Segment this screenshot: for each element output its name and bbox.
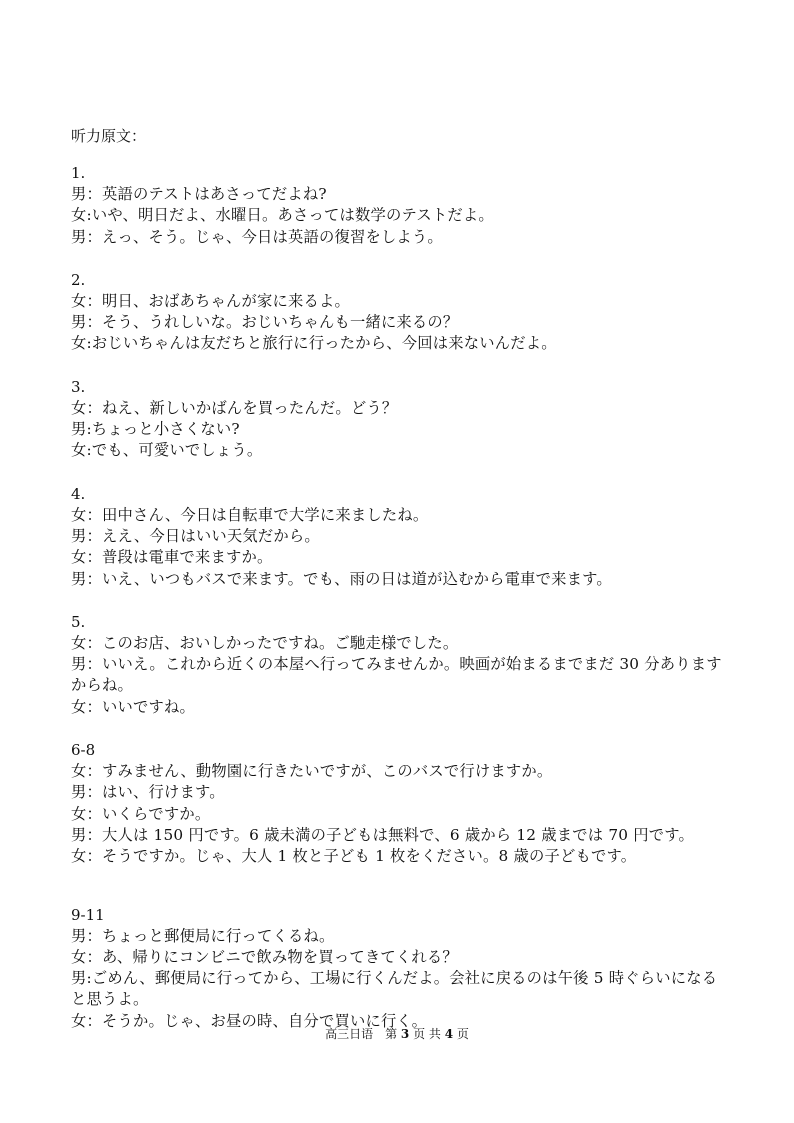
transcript-section-4 (71, 484, 731, 590)
footer-prefix: 高三日语 第 (325, 1027, 401, 1041)
section-number: 3. (71, 377, 86, 396)
dialogue-line: 男：ちょっと郵便局に行ってくるね。 (71, 926, 335, 945)
dialogue-line: 女：そうですか。じゃ、大人 1 枚と子ども 1 枚をください。8 歳の子どもです。 (71, 847, 637, 866)
section-number: 2. (71, 270, 86, 289)
dialogue-line: 女：いくらですか。 (71, 804, 211, 823)
section-number: 6-8 (71, 741, 96, 760)
dialogue-line: 男：えっ、そう。じゃ、今日は英語の復習をしよう。 (71, 227, 443, 246)
dialogue-line: 男：大人は 150 円です。6 歳未満の子どもは無料で、6 歳から 12 歳までは 70 円です。 (71, 825, 695, 844)
dialogue-line: 女:いや、明日だよ、水曜日。あさっては数学のテストだよ。 (71, 206, 494, 225)
page-footer (0, 1026, 794, 1042)
dialogue-line: 女：そうか。じゃ、お昼の時、自分で買いに行く。 (71, 1011, 428, 1030)
transcript-section-6-8 (71, 740, 731, 867)
dialogue-line: 女：いいですね。 (71, 697, 195, 716)
transcript-body (71, 126, 731, 1054)
dialogue-line: 女：明日、おばあちゃんが家に来るよ。 (71, 291, 350, 310)
dialogue-line: 女：田中さん、今日は自転車で大学に来ましたね。 (71, 505, 429, 524)
dialogue-line: 男：はい、行けます。 (71, 783, 225, 802)
transcript-section-3 (71, 377, 731, 462)
dialogue-line: 男:ごめん、郵便局に行ってから、工場に行くんだよ。会社に戻るのは午後 5 時ぐらいになると思うよ。 (71, 969, 718, 1009)
dialogue-line: 女:おじいちゃんは友だちと旅行に行ったから、今回は来ないんだよ。 (71, 334, 557, 353)
dialogue-line: 女：あ、帰りにコンビニで飲み物を買ってきてくれる？ (71, 947, 458, 966)
dialogue-line: 男：ええ、今日はいい天気だから。 (71, 526, 320, 545)
dialogue-line: 女：ねえ、新しいかばんを買ったんだ。どう？ (71, 398, 398, 417)
total-page-count: 4 (444, 1027, 454, 1041)
dialogue-line: 男：いいえ。これから近くの本屋へ行ってみませんか。映画が始まるまでまだ 30 分ありますからね。 (71, 655, 722, 695)
dialogue-line: 男：そう、うれしいな。おじいちゃんも一緒に来るの？ (71, 313, 459, 332)
section-number: 1. (71, 164, 86, 182)
section-number: 5. (71, 612, 86, 631)
section-number: 9-11 (71, 905, 105, 924)
transcript-section-2 (71, 270, 731, 355)
transcript-section-5 (71, 612, 731, 718)
footer-suffix: 页 (453, 1027, 469, 1041)
transcript-section-9-11 (71, 905, 731, 1032)
section-number: 4. (71, 484, 86, 503)
dialogue-line: 女：このお店、おいしかったですね。ご馳走様でした。 (71, 633, 459, 652)
dialogue-line: 男：英語のテストはあさってだよね? (71, 185, 327, 203)
dialogue-line: 男:ちょっと小さくない? (71, 420, 240, 439)
transcript-section-1 (71, 163, 731, 248)
dialogue-line: 女:でも、可愛いでしょう。 (71, 441, 263, 460)
page-heading: 听力原文： (71, 127, 147, 145)
dialogue-line: 女：すみません、動物園に行きたいですが、このバスで行けますか。 (71, 762, 553, 781)
dialogue-line: 男：いえ、いつもバスで来ます。でも、雨の日は道が込むから電車で来ます。 (71, 569, 612, 588)
current-page-number: 3 (400, 1027, 410, 1041)
footer-middle: 页 共 (409, 1027, 445, 1041)
dialogue-line: 女：普段は電車で来ますか。 (71, 548, 273, 567)
